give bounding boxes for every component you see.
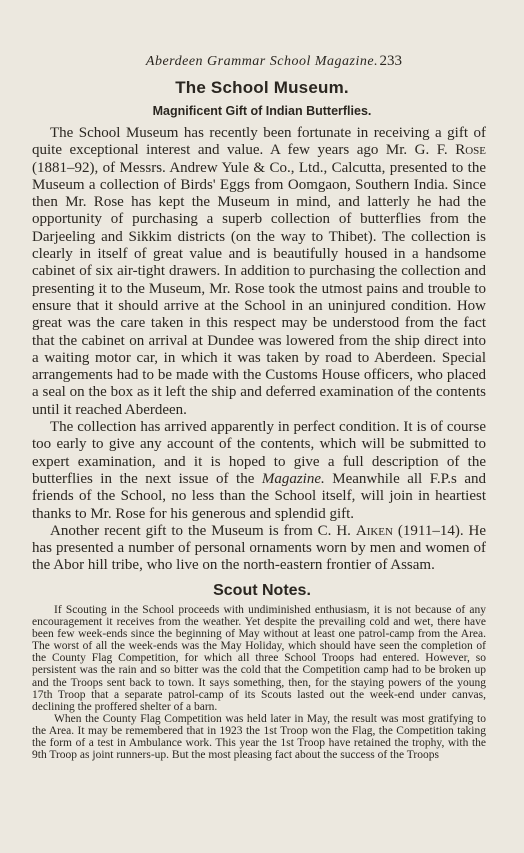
museum-subtitle: Magnificent Gift of Indian Butterflies.	[152, 104, 372, 118]
museum-p2-start: The collection has arrived apparently in perfect condition. It is of course too early to give any account of the contents, which will be submitted to expert examination, and it is hoped to give a full description of the butterflies in the next issue of the	[32, 419, 486, 487]
museum-article	[32, 125, 486, 575]
magazine-italic: Magazine.	[261, 470, 325, 487]
museum-p3-start: Another recent gift to the Museum is from C. H.	[50, 522, 351, 539]
person-name-rose: Rose	[455, 142, 486, 159]
page-number: 233	[379, 53, 402, 69]
museum-p2-end: Meanwhile all F.P.s and friends of the School, no less than the School itself, will join in heartiest thanks to Mr. Rose for his generous and splendid gift.	[32, 470, 486, 522]
museum-p3-end: (1911–14). He has presented a number of personal ornaments worn by men and women of the Abor hill tribe, who live on the north-eastern frontier of Assam.	[32, 522, 487, 574]
running-head	[0, 54, 524, 70]
running-title: Aberdeen Grammar School Magazine.	[145, 54, 379, 69]
museum-title: The School Museum.	[175, 78, 349, 97]
museum-paragraph-3	[32, 523, 486, 575]
scout-paragraph-1: If Scouting in the School proceeds with undiminished enthusiasm, it is not because of any encouragement it receives from the weather. Yet despite the prevailing cold and wet, there have been few week-ends since the beginning of May without at least one patrol-camp from the Area. The worst of all the week-ends was the May Holiday, which should have seen the completion of the County Flag Competition, for which all three School Troops had entered. However, so persistent was the rain and so bitter was the cold that the Competition camp had to be broken up and the Troops sent back to town. It says something, then, for the staying powers of the young 17th Troop that a separate patrol-camp of its Scouts lasted out the week-end under canvas, declining the proffered shelter of a barn.	[32, 604, 486, 713]
museum-p1-rest: (1881–92), of Messrs. Andrew Yule & Co., Ltd., Calcutta, presented to the Museum a collection of Birds' Eggs from Oomgaon, Southern India. Since then Mr. Rose has kept the Museum in mind, and latterly he had the opportunity of purchasing a superb collection of butterflies from the Darjeeling and Sikkim districts (on the way to Thibet). The collection is clearly in itself of great value and is beautifully housed in a handsome cabinet of six air-tight drawers. In addition to purchasing the collection and presenting it to the Museum, Mr. Rose took the utmost pains and trouble to ensure that it should arrive at the School in an uninjured condition. How great was the care taken in this respect may be understood from the fact that the cabinet on arrival at Dundee was lowered from the ship direct into a waiting motor car, in which it was taken by road to Aberdeen. Special arrangements had to be made with the Customs House officers, who placed a seal on the box as it left the ship and deferred examination of the contents until it reached Aberdeen.	[32, 159, 486, 418]
museum-paragraph-2	[32, 419, 486, 523]
museum-paragraph-1	[32, 125, 486, 419]
scout-paragraph-2: When the County Flag Competition was held later in May, the result was most gratifying to the Area. It may be remembered that in 1923 the 1st Troop won the Flag, the Competition taking the form of a test in Ambulance work. This year the 1st Troop have retained the trophy, with the 9th Troop as joint runners-up. But the most pleasing fact about the success of the Troops	[32, 712, 486, 762]
scout-notes-title: Scout Notes.	[213, 582, 311, 599]
person-name-aiken: Aiken	[355, 522, 393, 539]
scout-notes-article	[32, 604, 486, 761]
museum-p1-text: The School Museum has recently been fortunate in receiving a gift of quite exceptional interest and value. A few years ago Mr. G. F.	[32, 125, 486, 159]
